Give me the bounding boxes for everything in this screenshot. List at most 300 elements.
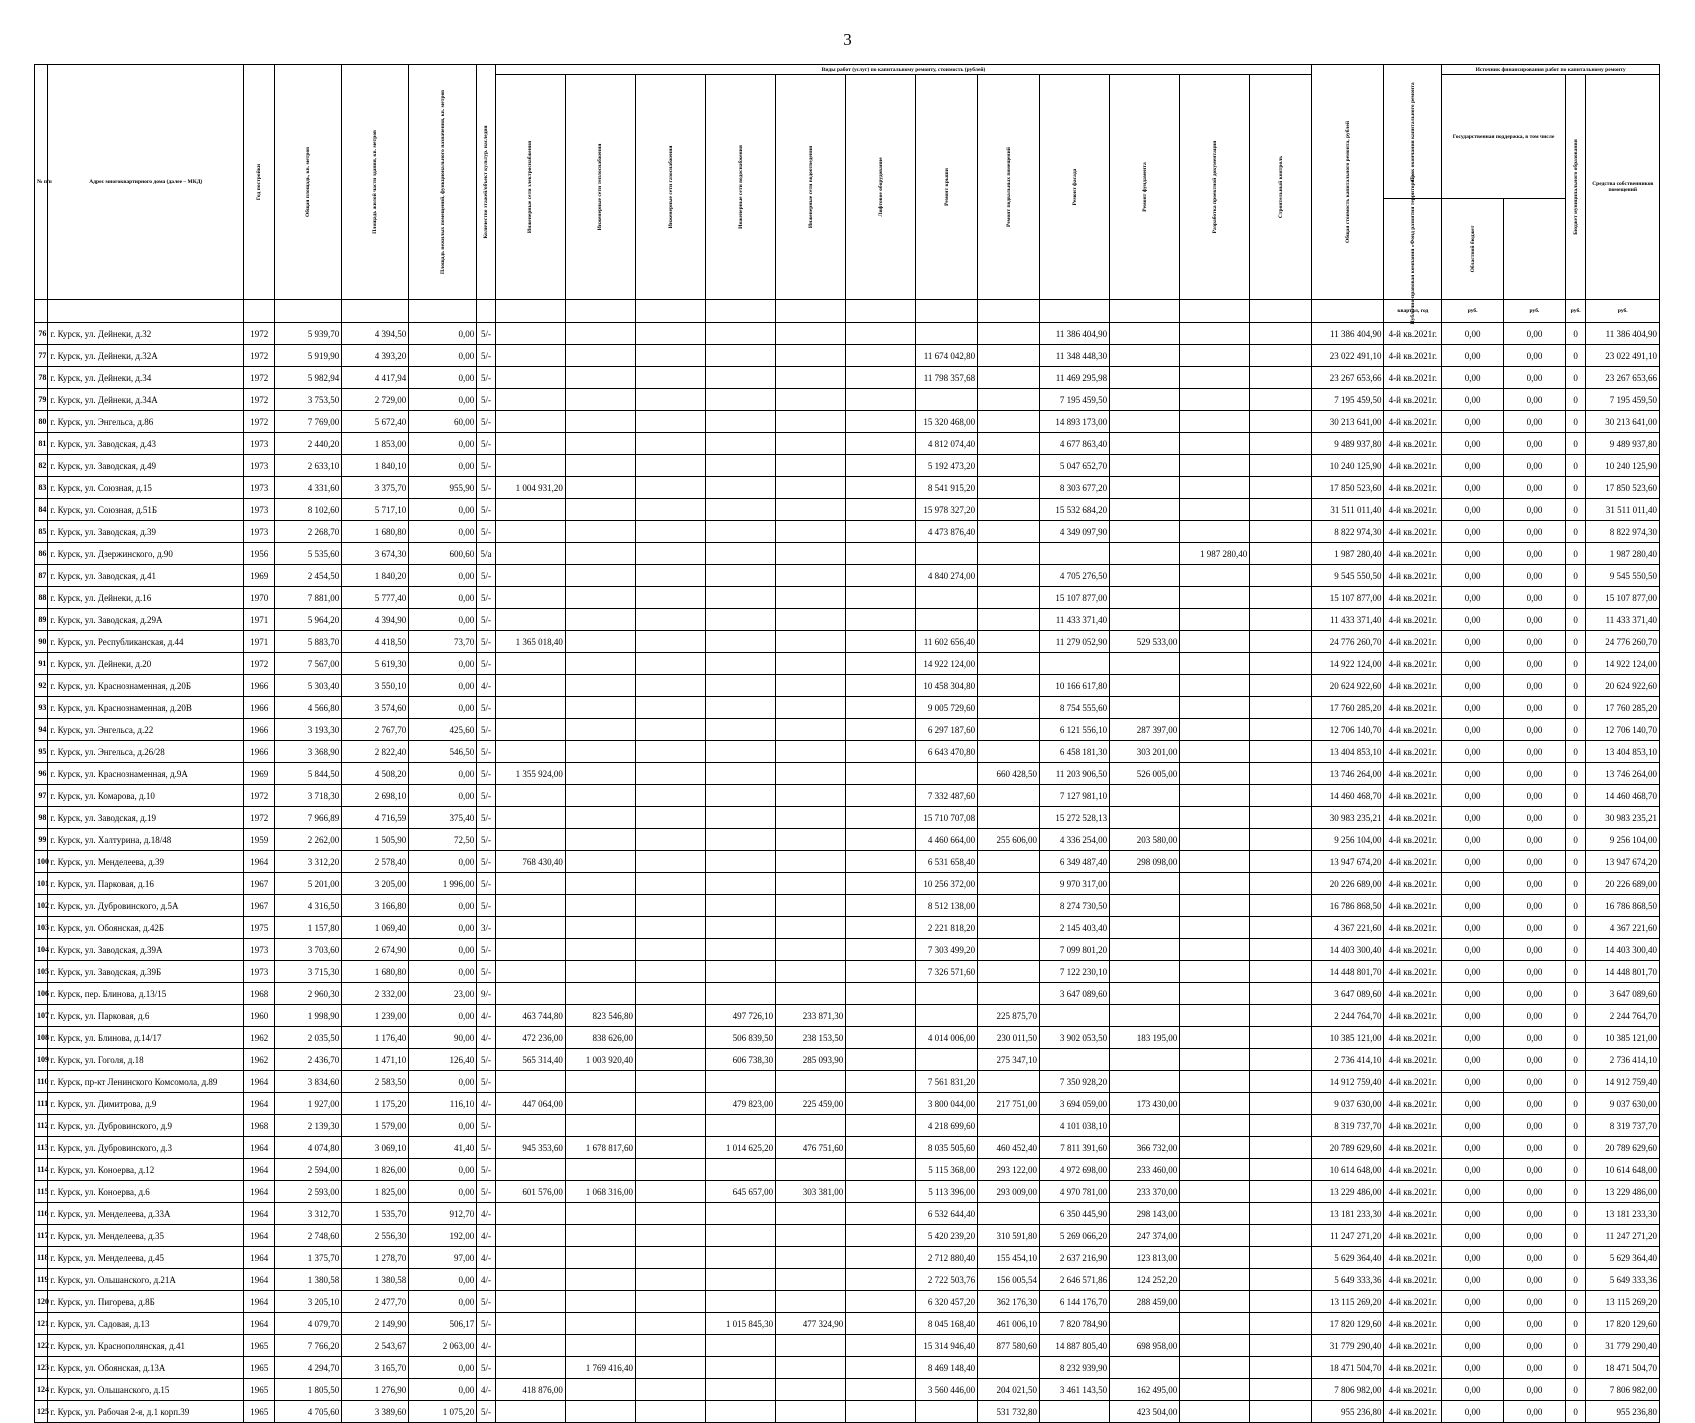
living-area-cell: 2 698,10 — [342, 785, 409, 807]
owners-cell: 30 213 641,00 — [1586, 411, 1660, 433]
total-area-cell: 4 705,60 — [275, 1401, 342, 1423]
owners-cell: 11 247 271,20 — [1586, 1225, 1660, 1247]
work-water-cell — [706, 917, 776, 939]
work-basement-cell — [978, 1357, 1040, 1379]
work-sewage-cell: 303 381,00 — [776, 1181, 846, 1203]
deadline-cell: 4-й кв.2021г. — [1384, 851, 1442, 873]
row-number: 85 — [35, 521, 48, 543]
deadline-cell: 4-й кв.2021г. — [1384, 389, 1442, 411]
deadline-cell: 4-й кв.2021г. — [1384, 1093, 1442, 1115]
work-foundation-cell — [1110, 367, 1180, 389]
work-basement-cell: 460 452,40 — [978, 1137, 1040, 1159]
total-area-cell: 2 593,00 — [275, 1181, 342, 1203]
fund-cell: 0,00 — [1442, 719, 1504, 741]
work-elevator-cell — [846, 521, 916, 543]
work-basement-cell — [978, 653, 1040, 675]
total-area-cell: 5 964,20 — [275, 609, 342, 631]
nonresidential-area-cell: 0,00 — [409, 499, 477, 521]
floors-cell: 5/а — [477, 543, 496, 565]
nonresidential-area-cell: 0,00 — [409, 345, 477, 367]
work-sewage-cell — [776, 433, 846, 455]
work-sewage-cell — [776, 1291, 846, 1313]
municipal-cell: 0 — [1565, 807, 1586, 829]
work-basement-cell — [978, 983, 1040, 1005]
work-foundation-cell: 529 533,00 — [1110, 631, 1180, 653]
work-design-docs-cell — [1180, 1115, 1250, 1137]
work-gas-cell — [635, 323, 705, 345]
regional-cell: 0,00 — [1504, 1049, 1566, 1071]
address-cell: г. Курск, ул. Заводская, д.39 — [48, 521, 244, 543]
work-roof-cell: 4 840 274,00 — [916, 565, 978, 587]
deadline-cell: 4-й кв.2021г. — [1384, 1137, 1442, 1159]
year-cell: 1965 — [244, 1379, 275, 1401]
work-heating-cell: 1 769 416,40 — [565, 1357, 635, 1379]
work-water-cell — [706, 1357, 776, 1379]
work-elevator-cell — [846, 983, 916, 1005]
header-nonresidential-area: Площадь нежилых помещений, функционального назначения, кв. метров — [409, 65, 477, 300]
table-row — [35, 1357, 1660, 1379]
floors-cell: 5/- — [477, 609, 496, 631]
total-cost-cell: 18 471 504,70 — [1312, 1357, 1384, 1379]
table-row — [35, 433, 1660, 455]
work-foundation-cell — [1110, 323, 1180, 345]
work-heating-cell — [565, 631, 635, 653]
work-roof-cell: 11 674 042,80 — [916, 345, 978, 367]
work-water-cell — [706, 499, 776, 521]
year-cell: 1972 — [244, 411, 275, 433]
total-area-cell: 2 436,70 — [275, 1049, 342, 1071]
work-heating-cell — [565, 1401, 635, 1423]
work-heating-cell — [565, 345, 635, 367]
owners-cell: 1 987 280,40 — [1586, 543, 1660, 565]
header-regional: Областной бюджет — [1442, 199, 1504, 300]
work-electric-cell — [495, 587, 565, 609]
work-facade-cell: 7 811 391,60 — [1040, 1137, 1110, 1159]
total-cost-cell: 8 822 974,30 — [1312, 521, 1384, 543]
nonresidential-area-cell: 0,00 — [409, 1005, 477, 1027]
living-area-cell: 3 205,00 — [342, 873, 409, 895]
work-supervision-cell — [1250, 895, 1312, 917]
work-facade-cell — [1040, 653, 1110, 675]
header-deadline: Срок окончания капитального ремонта — [1384, 65, 1442, 199]
work-water-cell — [706, 587, 776, 609]
owners-cell: 17 760 285,20 — [1586, 697, 1660, 719]
work-gas-cell — [635, 411, 705, 433]
work-electric-cell — [495, 653, 565, 675]
nonresidential-area-cell: 0,00 — [409, 323, 477, 345]
floors-cell: 5/- — [477, 1313, 496, 1335]
year-cell: 1973 — [244, 939, 275, 961]
header-total-cost: Общая стоимость капитального ремонта, рублей — [1312, 65, 1384, 300]
header-owners: Средства собственников помещений — [1586, 75, 1660, 300]
total-area-cell: 3 193,30 — [275, 719, 342, 741]
work-facade-cell: 11 203 906,50 — [1040, 763, 1110, 785]
work-foundation-cell: 526 005,00 — [1110, 763, 1180, 785]
work-gas-cell — [635, 983, 705, 1005]
work-foundation-cell — [1110, 807, 1180, 829]
living-area-cell: 4 393,20 — [342, 345, 409, 367]
work-roof-cell — [916, 1401, 978, 1423]
work-basement-cell: 275 347,10 — [978, 1049, 1040, 1071]
work-heating-cell: 1 003 920,40 — [565, 1049, 635, 1071]
work-foundation-cell: 233 460,00 — [1110, 1159, 1180, 1181]
owners-cell: 11 433 371,40 — [1586, 609, 1660, 631]
total-cost-cell: 20 226 689,00 — [1312, 873, 1384, 895]
owners-cell: 3 647 089,60 — [1586, 983, 1660, 1005]
fund-cell: 0,00 — [1442, 1049, 1504, 1071]
municipal-cell: 0 — [1565, 917, 1586, 939]
work-foundation-cell: 123 813,00 — [1110, 1247, 1180, 1269]
work-design-docs-cell — [1180, 1291, 1250, 1313]
work-elevator-cell — [846, 1247, 916, 1269]
work-supervision-cell — [1250, 367, 1312, 389]
deadline-cell: 4-й кв.2021г. — [1384, 1181, 1442, 1203]
total-cost-cell: 17 850 523,60 — [1312, 477, 1384, 499]
header-floors: Количество этажей/объект культур. наследия — [477, 65, 496, 300]
nonresidential-area-cell: 60,00 — [409, 411, 477, 433]
fund-cell: 0,00 — [1442, 1203, 1504, 1225]
work-basement-cell — [978, 785, 1040, 807]
year-cell: 1964 — [244, 1291, 275, 1313]
floors-cell: 4/- — [477, 1027, 496, 1049]
nonresidential-area-cell: 0,00 — [409, 939, 477, 961]
fund-cell: 0,00 — [1442, 961, 1504, 983]
work-roof-cell: 7 303 499,20 — [916, 939, 978, 961]
floors-cell: 5/- — [477, 1159, 496, 1181]
regional-cell: 0,00 — [1504, 1291, 1566, 1313]
table-row — [35, 1335, 1660, 1357]
fund-cell: 0,00 — [1442, 367, 1504, 389]
municipal-cell: 0 — [1565, 1071, 1586, 1093]
work-gas-cell — [635, 345, 705, 367]
work-sewage-cell — [776, 367, 846, 389]
address-cell: г. Курск, ул. Заводская, д.29А — [48, 609, 244, 631]
work-gas-cell — [635, 565, 705, 587]
work-sewage-cell: 476 751,60 — [776, 1137, 846, 1159]
work-elevator-cell — [846, 1379, 916, 1401]
address-cell: г. Курск, ул. Парковая, д.6 — [48, 1005, 244, 1027]
deadline-cell: 4-й кв.2021г. — [1384, 939, 1442, 961]
total-area-cell: 1 375,70 — [275, 1247, 342, 1269]
year-cell: 1967 — [244, 873, 275, 895]
row-number: 125 — [35, 1401, 48, 1423]
table-row — [35, 1291, 1660, 1313]
living-area-cell: 2 578,40 — [342, 851, 409, 873]
row-number: 87 — [35, 565, 48, 587]
fund-cell: 0,00 — [1442, 939, 1504, 961]
year-cell: 1964 — [244, 1225, 275, 1247]
living-area-cell: 3 069,10 — [342, 1137, 409, 1159]
table-row — [35, 807, 1660, 829]
work-sewage-cell — [776, 631, 846, 653]
work-electric-cell — [495, 345, 565, 367]
living-area-cell: 3 165,70 — [342, 1357, 409, 1379]
work-roof-cell — [916, 323, 978, 345]
fund-cell: 0,00 — [1442, 1335, 1504, 1357]
table-row — [35, 983, 1660, 1005]
address-cell: г. Курск, ул. Дубровинского, д.5А — [48, 895, 244, 917]
work-elevator-cell — [846, 785, 916, 807]
address-cell: г. Курск, ул. Коноерва, д.12 — [48, 1159, 244, 1181]
total-area-cell: 2 262,00 — [275, 829, 342, 851]
nonresidential-area-cell: 0,00 — [409, 521, 477, 543]
work-supervision-cell — [1250, 1335, 1312, 1357]
work-sewage-cell — [776, 895, 846, 917]
work-water-cell — [706, 763, 776, 785]
work-basement-cell — [978, 565, 1040, 587]
regional-cell: 0,00 — [1504, 851, 1566, 873]
header-works-group: Виды работ (услуг) по капитальному ремонту, стоимость (рублей) — [495, 65, 1312, 75]
work-water-cell — [706, 1115, 776, 1137]
owners-cell: 14 448 801,70 — [1586, 961, 1660, 983]
work-water-cell — [706, 433, 776, 455]
owners-cell: 13 404 853,10 — [1586, 741, 1660, 763]
work-gas-cell — [635, 675, 705, 697]
work-basement-cell — [978, 543, 1040, 565]
work-gas-cell — [635, 543, 705, 565]
total-area-cell: 4 566,80 — [275, 697, 342, 719]
work-design-docs-cell — [1180, 697, 1250, 719]
work-basement-cell — [978, 345, 1040, 367]
work-water-cell — [706, 1159, 776, 1181]
fund-cell: 0,00 — [1442, 1269, 1504, 1291]
floors-cell: 5/- — [477, 1401, 496, 1423]
work-water-cell — [706, 719, 776, 741]
year-cell: 1966 — [244, 697, 275, 719]
work-facade-cell: 8 303 677,20 — [1040, 477, 1110, 499]
owners-cell: 20 789 629,60 — [1586, 1137, 1660, 1159]
work-basement-cell — [978, 1115, 1040, 1137]
deadline-cell: 4-й кв.2021г. — [1384, 587, 1442, 609]
fund-cell: 0,00 — [1442, 675, 1504, 697]
floors-cell: 5/- — [477, 1115, 496, 1137]
work-water-cell — [706, 477, 776, 499]
table-row — [35, 763, 1660, 785]
municipal-cell: 0 — [1565, 1005, 1586, 1027]
work-design-docs-cell — [1180, 1379, 1250, 1401]
work-design-docs-cell — [1180, 1027, 1250, 1049]
work-roof-cell — [916, 389, 978, 411]
work-gas-cell — [635, 719, 705, 741]
work-facade-cell: 2 145 403,40 — [1040, 917, 1110, 939]
total-cost-cell: 13 229 486,00 — [1312, 1181, 1384, 1203]
fund-cell: 0,00 — [1442, 543, 1504, 565]
work-elevator-cell — [846, 1335, 916, 1357]
floors-cell: 5/- — [477, 455, 496, 477]
work-facade-cell: 14 893 173,00 — [1040, 411, 1110, 433]
work-supervision-cell — [1250, 1115, 1312, 1137]
year-cell: 1964 — [244, 1093, 275, 1115]
work-electric-cell — [495, 873, 565, 895]
fund-cell: 0,00 — [1442, 1225, 1504, 1247]
work-elevator-cell — [846, 719, 916, 741]
table-row — [35, 1247, 1660, 1269]
year-cell: 1964 — [244, 851, 275, 873]
total-area-cell: 8 102,60 — [275, 499, 342, 521]
work-roof-cell: 6 297 187,60 — [916, 719, 978, 741]
work-design-docs-cell — [1180, 1401, 1250, 1423]
regional-cell: 0,00 — [1504, 829, 1566, 851]
work-water-cell — [706, 1291, 776, 1313]
address-cell: г. Курск, ул. Дубровинского, д.3 — [48, 1137, 244, 1159]
table-row — [35, 961, 1660, 983]
regional-cell: 0,00 — [1504, 609, 1566, 631]
living-area-cell: 3 389,60 — [342, 1401, 409, 1423]
work-heating-cell — [565, 1159, 635, 1181]
nonresidential-area-cell: 0,00 — [409, 697, 477, 719]
total-area-cell: 3 718,30 — [275, 785, 342, 807]
work-electric-cell — [495, 323, 565, 345]
work-electric-cell — [495, 983, 565, 1005]
deadline-cell: 4-й кв.2021г. — [1384, 367, 1442, 389]
regional-cell: 0,00 — [1504, 961, 1566, 983]
work-roof-cell — [916, 1049, 978, 1071]
work-basement-cell: 217 751,00 — [978, 1093, 1040, 1115]
table-row — [35, 1401, 1660, 1423]
regional-cell: 0,00 — [1504, 587, 1566, 609]
header-row-no: № п/п — [35, 65, 48, 300]
work-basement-cell — [978, 389, 1040, 411]
total-cost-cell: 17 760 285,20 — [1312, 697, 1384, 719]
work-elevator-cell — [846, 323, 916, 345]
row-number: 96 — [35, 763, 48, 785]
floors-cell: 4/- — [477, 1335, 496, 1357]
work-supervision-cell — [1250, 1247, 1312, 1269]
regional-cell: 0,00 — [1504, 521, 1566, 543]
address-cell: г. Курск, ул. Республиканская, д.44 — [48, 631, 244, 653]
work-design-docs-cell — [1180, 917, 1250, 939]
work-facade-cell: 11 348 448,30 — [1040, 345, 1110, 367]
work-sewage-cell — [776, 609, 846, 631]
work-foundation-cell — [1110, 587, 1180, 609]
work-facade-cell: 4 705 276,50 — [1040, 565, 1110, 587]
work-design-docs-cell — [1180, 1159, 1250, 1181]
total-cost-cell: 8 319 737,70 — [1312, 1115, 1384, 1137]
work-design-docs-cell — [1180, 1071, 1250, 1093]
row-number: 77 — [35, 345, 48, 367]
work-basement-cell — [978, 1203, 1040, 1225]
living-area-cell: 2 674,90 — [342, 939, 409, 961]
owners-cell: 12 706 140,70 — [1586, 719, 1660, 741]
work-elevator-cell — [846, 851, 916, 873]
regional-cell: 0,00 — [1504, 719, 1566, 741]
total-area-cell: 2 594,00 — [275, 1159, 342, 1181]
deadline-cell: 4-й кв.2021г. — [1384, 499, 1442, 521]
work-design-docs-cell — [1180, 1357, 1250, 1379]
total-cost-cell: 9 256 104,00 — [1312, 829, 1384, 851]
work-supervision-cell — [1250, 433, 1312, 455]
work-electric-cell: 418 876,00 — [495, 1379, 565, 1401]
work-supervision-cell — [1250, 411, 1312, 433]
header-state-support: Государственная поддержка, в том числе — [1442, 75, 1566, 199]
total-cost-cell: 30 983 235,21 — [1312, 807, 1384, 829]
row-number: 108 — [35, 1027, 48, 1049]
regional-cell: 0,00 — [1504, 1137, 1566, 1159]
floors-cell: 5/- — [477, 851, 496, 873]
row-number: 92 — [35, 675, 48, 697]
work-electric-cell — [495, 1203, 565, 1225]
work-foundation-cell — [1110, 895, 1180, 917]
row-number: 111 — [35, 1093, 48, 1115]
fund-cell: 0,00 — [1442, 345, 1504, 367]
work-water-cell — [706, 1203, 776, 1225]
fund-cell: 0,00 — [1442, 1137, 1504, 1159]
table-row — [35, 1203, 1660, 1225]
total-cost-cell: 13 115 269,20 — [1312, 1291, 1384, 1313]
row-number: 79 — [35, 389, 48, 411]
work-gas-cell — [635, 1005, 705, 1027]
year-cell: 1966 — [244, 675, 275, 697]
work-sewage-cell — [776, 1335, 846, 1357]
work-basement-cell: 293 009,00 — [978, 1181, 1040, 1203]
work-supervision-cell — [1250, 939, 1312, 961]
floors-cell: 5/- — [477, 499, 496, 521]
living-area-cell: 3 166,80 — [342, 895, 409, 917]
work-gas-cell — [635, 1027, 705, 1049]
work-elevator-cell — [846, 565, 916, 587]
fund-cell: 0,00 — [1442, 1115, 1504, 1137]
work-supervision-cell — [1250, 1159, 1312, 1181]
row-number: 120 — [35, 1291, 48, 1313]
row-number: 122 — [35, 1335, 48, 1357]
work-elevator-cell — [846, 653, 916, 675]
work-electric-cell: 601 576,00 — [495, 1181, 565, 1203]
work-design-docs-cell — [1180, 653, 1250, 675]
work-supervision-cell — [1250, 1049, 1312, 1071]
row-number: 102 — [35, 895, 48, 917]
work-design-docs-cell — [1180, 895, 1250, 917]
address-cell: г. Курск, ул. Рабочая 2-я, д.1 корп.39 — [48, 1401, 244, 1423]
work-roof-cell: 10 458 304,80 — [916, 675, 978, 697]
work-electric-cell — [495, 785, 565, 807]
work-foundation-cell — [1110, 675, 1180, 697]
nonresidential-area-cell: 0,00 — [409, 367, 477, 389]
regional-cell: 0,00 — [1504, 1181, 1566, 1203]
table-row — [35, 895, 1660, 917]
municipal-cell: 0 — [1565, 1379, 1586, 1401]
work-heating-cell: 1 678 817,60 — [565, 1137, 635, 1159]
work-electric-cell — [495, 961, 565, 983]
work-foundation-cell — [1110, 411, 1180, 433]
fund-cell: 0,00 — [1442, 323, 1504, 345]
work-gas-cell — [635, 631, 705, 653]
work-elevator-cell — [846, 697, 916, 719]
floors-cell: 5/- — [477, 961, 496, 983]
work-sewage-cell — [776, 411, 846, 433]
work-water-cell — [706, 1401, 776, 1423]
work-gas-cell — [635, 895, 705, 917]
table-row — [35, 1115, 1660, 1137]
work-water-cell — [706, 1225, 776, 1247]
municipal-cell: 0 — [1565, 389, 1586, 411]
nonresidential-area-cell: 375,40 — [409, 807, 477, 829]
owners-cell: 24 776 260,70 — [1586, 631, 1660, 653]
year-cell: 1965 — [244, 1357, 275, 1379]
municipal-cell: 0 — [1565, 719, 1586, 741]
work-supervision-cell — [1250, 1071, 1312, 1093]
owners-cell: 10 240 125,90 — [1586, 455, 1660, 477]
work-facade-cell: 2 646 571,86 — [1040, 1269, 1110, 1291]
nonresidential-area-cell: 126,40 — [409, 1049, 477, 1071]
regional-cell: 0,00 — [1504, 367, 1566, 389]
work-basement-cell — [978, 895, 1040, 917]
living-area-cell: 1 471,10 — [342, 1049, 409, 1071]
total-area-cell: 3 205,10 — [275, 1291, 342, 1313]
work-basement-cell — [978, 961, 1040, 983]
work-water-cell — [706, 1269, 776, 1291]
fund-cell: 0,00 — [1442, 697, 1504, 719]
work-gas-cell — [635, 1269, 705, 1291]
